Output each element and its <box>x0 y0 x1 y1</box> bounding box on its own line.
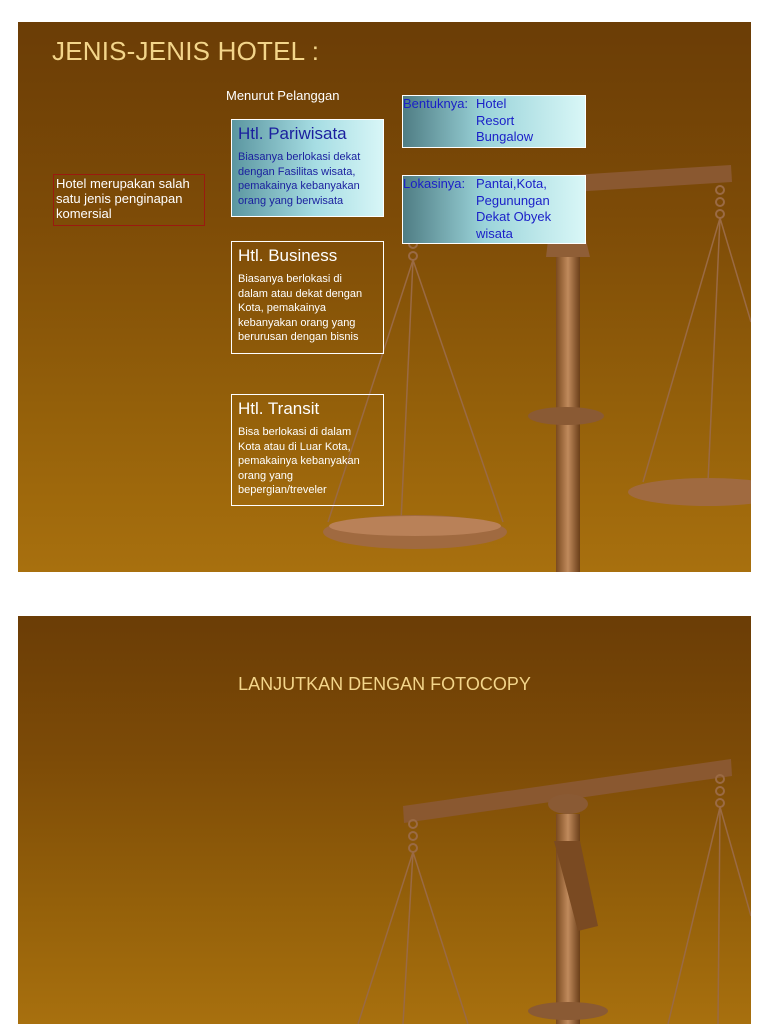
hotel-type-heading: Htl. Business <box>238 246 338 265</box>
description-line: bepergian/treveler <box>238 484 327 496</box>
slide-2 <box>18 616 751 1024</box>
bentuk-info-box <box>402 95 586 148</box>
intro-text-box: Hotel merupakan salah satu jenis penginapan komersial <box>53 174 205 226</box>
scale-of-justice-illustration <box>18 22 751 572</box>
slide-1 <box>18 22 751 572</box>
subtitle-menurut-pelanggan: Menurut Pelanggan <box>226 88 340 103</box>
description-line: Kota, pemakainya <box>238 302 327 314</box>
lokasi-info-box <box>402 175 586 244</box>
lokasi-value: wisata <box>476 225 513 241</box>
hotel-type-pariwisata <box>231 119 384 217</box>
lokasi-value: Pantai,Kota, <box>476 176 547 191</box>
description-line: Kota atau di Luar Kota, <box>238 440 351 453</box>
bentuk-value: Resort <box>476 112 515 128</box>
description-line: orang yang berwisata <box>238 194 344 207</box>
lokasi-label: Lokasinya: <box>403 176 466 191</box>
bentuk-label: Bentuknya: <box>403 96 469 111</box>
hotel-type-heading: Htl. Pariwisata <box>238 124 347 143</box>
hotel-type-transit <box>231 394 384 506</box>
description-line: dengan Fasilitas wisata, <box>238 165 356 178</box>
bentuk-value: Hotel <box>476 96 507 111</box>
description-line: Biasanya berlokasi dekat <box>238 151 361 163</box>
slide-title: LANJUTKAN DENGAN FOTOCOPY <box>238 674 531 694</box>
description-line: Bisa berlokasi di dalam <box>238 426 352 438</box>
hotel-type-heading: Htl. Transit <box>238 399 320 418</box>
description-line: kebanyakan orang yang <box>238 316 356 329</box>
description-line: berurusan dengan bisnis <box>238 331 359 343</box>
lokasi-value: Pegunungan <box>476 192 550 208</box>
description-line: Biasanya berlokasi di <box>238 273 342 285</box>
bentuk-value: Bungalow <box>476 129 534 144</box>
hotel-type-business <box>231 241 384 354</box>
slide-title: JENIS-JENIS HOTEL : <box>52 36 320 66</box>
description-line: orang yang <box>238 469 294 482</box>
description-line: pemakainya kebanyakan <box>238 180 360 192</box>
description-line: dalam atau dekat dengan <box>238 287 363 300</box>
lokasi-value: Dekat Obyek <box>476 209 552 224</box>
description-line: pemakainya kebanyakan <box>238 455 360 467</box>
